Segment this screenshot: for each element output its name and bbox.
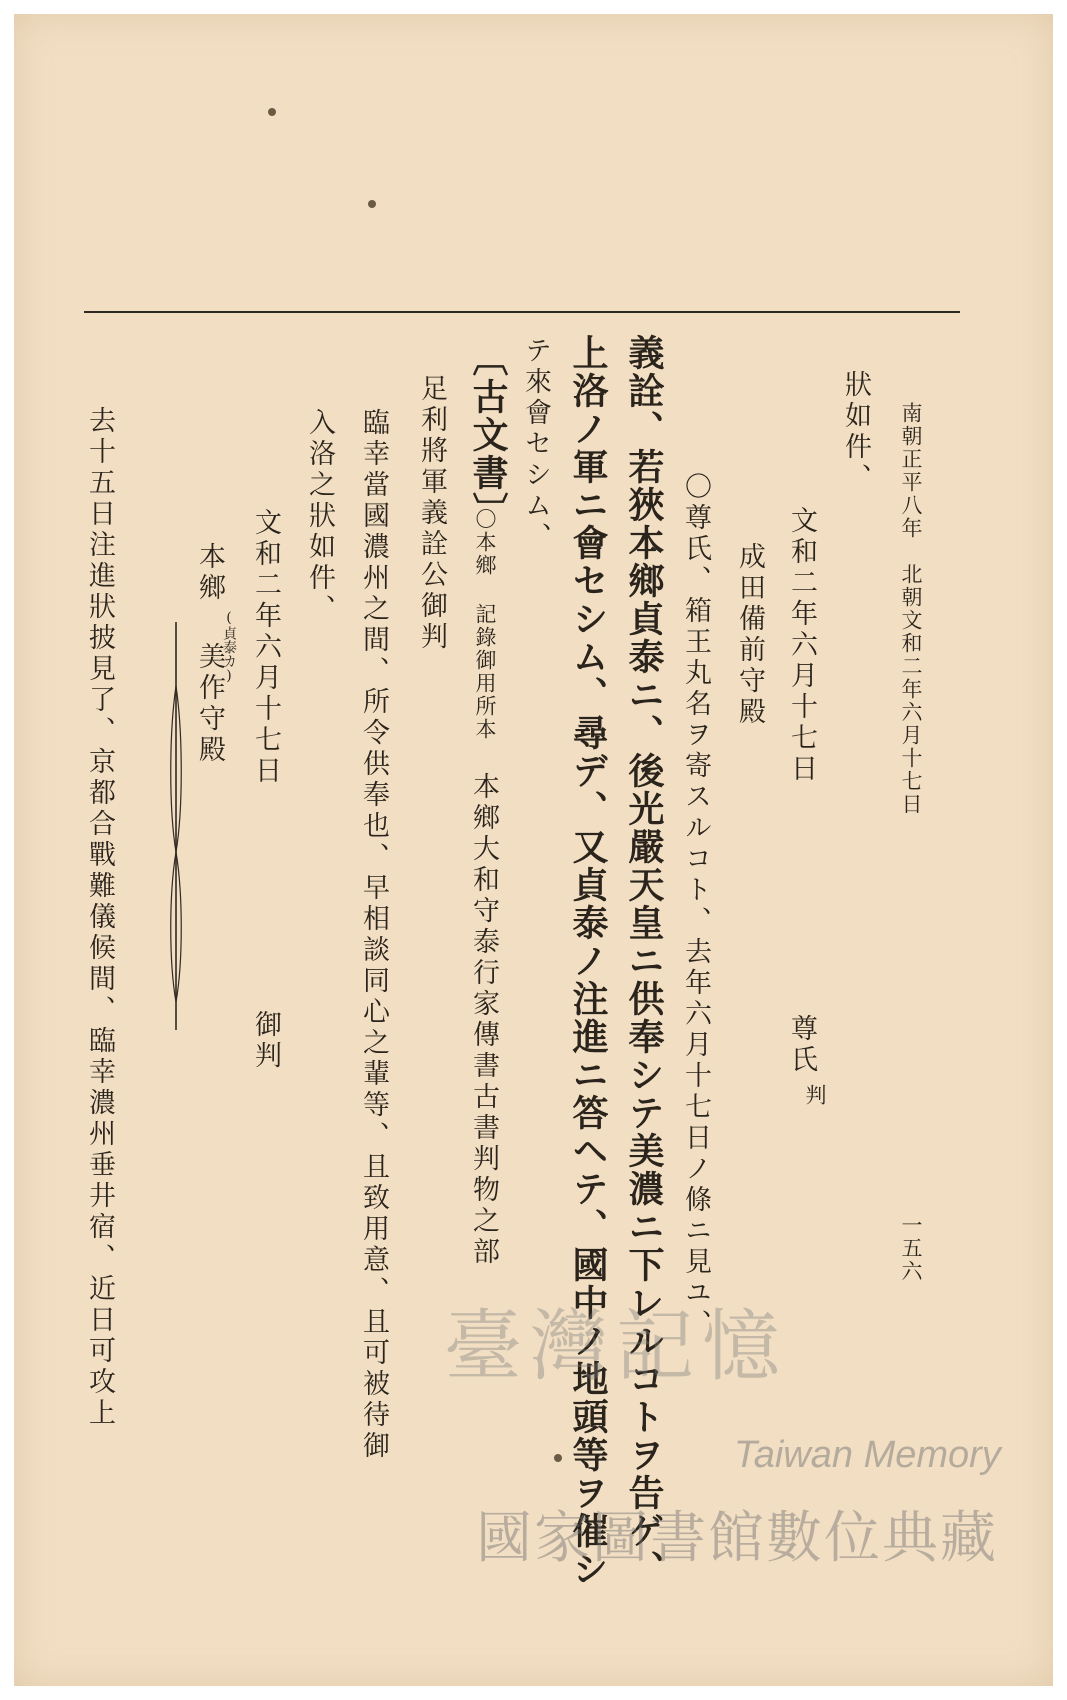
- watermark-english: Taiwan Memory: [734, 1434, 1001, 1476]
- watermark-chinese: 國家圖書館數位典藏: [476, 1506, 998, 1569]
- text-column-11: 文和二年六月十七日: [250, 508, 281, 787]
- header-rule: [84, 311, 960, 313]
- text-column-12: 去十五日注進狀披見了、京都合戰難儀候間、臨幸濃州垂井宿、近日可攻上: [84, 406, 115, 1429]
- text-column-6: 上洛ノ軍ニ會セシム、尋デ、又貞泰ノ注進ニ答ヘテ、國中ノ地頭等ヲ催シ: [567, 334, 609, 1588]
- paper-speck: [554, 1454, 562, 1462]
- recipient-surname: 本鄉: [194, 542, 225, 604]
- running-title: 南朝正平八年 北朝文和二年六月十七日: [899, 402, 923, 816]
- text-column-5: 義詮、若狹本鄉貞泰ニ、後光嚴天皇ニ供奉シテ美濃ニ下レルコトヲ告ゲ、: [623, 334, 665, 1588]
- text-column-10: 入洛之狀如件、: [304, 408, 335, 625]
- text-column-9: 臨幸當國濃州之間、所令供奉也、早相談同心之輩等、且致用意、且可被待御: [358, 408, 389, 1462]
- text-column-1: 狀如件、: [840, 370, 871, 494]
- text-column-3: 成田備前守殿: [734, 542, 765, 728]
- recipient-title: 美作守殿: [194, 642, 225, 766]
- page-number: 一五六: [899, 1214, 923, 1283]
- seal-mark: 御判: [250, 1010, 281, 1072]
- source-title: 本鄉大和守泰行家傳書古書判物之部: [468, 772, 499, 1268]
- text-column-2: 文和二年六月十七日: [786, 506, 817, 785]
- signer-seal: 判: [803, 1084, 827, 1107]
- recipient-annotation: (貞泰カ): [221, 610, 237, 684]
- text-column-4: 〇尊氏、箱王丸名ヲ寄スルコト、去年六月十七日ノ條ニ見ユ、: [680, 472, 711, 1340]
- paper-speck: [368, 200, 376, 208]
- source-heading: 〔古文書〕: [467, 340, 509, 530]
- watermark-title: 臺灣記憶: [444, 1302, 789, 1392]
- signer-name: 尊氏: [786, 1014, 817, 1076]
- divider-ornament: [168, 622, 184, 1030]
- text-column-7: テ來會セシム、: [520, 336, 551, 553]
- source-note: 〇本鄉 記錄御用所本: [473, 508, 497, 741]
- text-column-8: 足利將軍義詮公御判: [416, 374, 447, 653]
- paper-speck: [268, 108, 276, 116]
- document-page: [14, 14, 1053, 1686]
